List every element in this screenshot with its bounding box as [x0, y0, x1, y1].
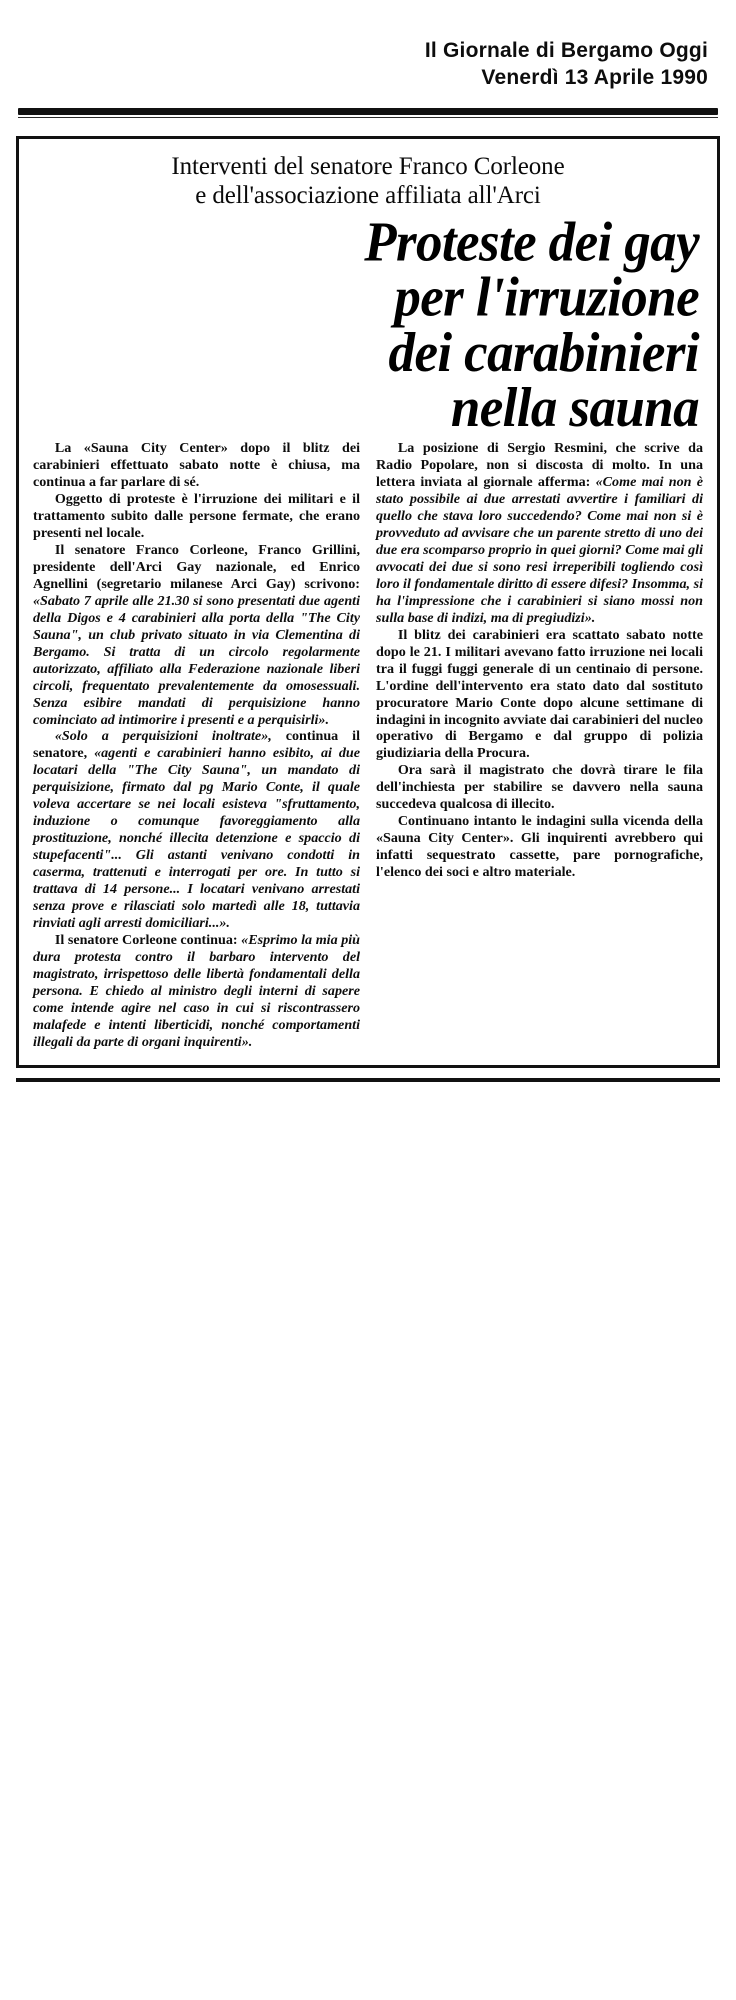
article-kicker: [33, 153, 703, 211]
body-paragraph: [376, 627, 703, 763]
narrative-text: La posizione di Sergio Resmini, che scrive da Radio Popolare, non si discosta di molto. In una lettera inviata al giornale afferma:: [376, 440, 703, 490]
body-paragraph: [33, 491, 360, 542]
narrative-text: Il senatore Franco Corleone, Franco Grillini, presidente dell'Arci Gay nazionale, ed Enrico Agnellini (segretario milanese Arci Gay) scrivono:: [33, 541, 360, 592]
body-paragraph: [33, 932, 360, 1051]
masthead: [0, 0, 736, 92]
narrative-text: Oggetto di proteste è l'irruzione dei militari e il trattamento subito dalle persone fermate, che erano presenti nel locale.: [33, 490, 360, 541]
narrative-text: Il blitz dei carabinieri era scattato sabato notte dopo le 21. I militari avevano fatto irruzione nei locali tra il fuggi fuggi generale di un centinaio di persone. L'ordine dell'intervento era stato dato dal sostituto procuratore Mario Conte dopo alcune settimane di indagini in incognito avviate dai carabinieri del nucleo operativo di Bergamo e dal gruppo di polizia giudiziaria della Procura.: [376, 626, 703, 762]
headline-line-1: Proteste dei gay: [364, 212, 699, 274]
headline-line-3: dei carabinieri: [388, 322, 699, 384]
quoted-text: «Sabato 7 aprile alle 21.30 si sono presentati due agenti della Digos e 4 carabinieri alla porta della "The City Sauna", un club privato situato in via Clementina di Bergamo. Si tratta di un circolo regolarmente autorizzato, affiliato alla Federazione nazionale liberi circoli, frequentato prevalentemente da omosessuali. Senza esibire mandati di perquisizione hanno cominciato ad intimorire i presenti e a perquisirli».: [33, 592, 360, 728]
narrative-text: Continuano intanto le indagini sulla vicenda della «Sauna City Center». Gli inquirenti avrebbero qui infatti sequestrato cassette, pare pornografiche, l'elenco dei soci e altro materiale.: [376, 813, 703, 881]
narrative-text: Ora sarà il magistrato che dovrà tirare le fila dell'inchiesta per stabilire se davvero nella sauna succedeva qualcosa di illecito.: [376, 762, 703, 813]
masthead-divider-thin: [18, 117, 718, 118]
headline-line-4: nella sauna: [450, 377, 699, 439]
narrative-text: Il senatore Corleone continua:: [54, 932, 242, 949]
body-paragraph: [376, 813, 703, 881]
quoted-text: «agenti e carabinieri hanno esibito, ai due locatari della "The City Sauna", un mandato di perquisizione, firmato dal pg Mario Conte, il quale voleva accertare se nei locali esisteva "sfruttamento, induzione o comunque favoreggiamento alla prostituzione, nonché illecita detenzione e spaccio di stupefacenti"... Gli astanti venivano condotti in caserma, trattenuti e interrogati per ore. In tutto si trattava di 14 persone... I locatari venivano arrestati senza prove e rilasciati solo martedì alle 18, tuttavia rinviati agli arresti domiciliari...».: [33, 745, 360, 932]
body-column-right: [376, 440, 703, 1051]
publication-date: Venerdì 13 Aprile 1990: [481, 65, 708, 89]
narrative-text: La «Sauna City Center» dopo il blitz dei carabinieri effettuato sabato notte è chiusa, ma continua a far parlare di sé.: [33, 440, 360, 490]
quoted-text: «Come mai non è stato possibile ai due arrestati avvertire i familiari di quello che stava loro succedendo? Come mai non si è provveduto ad avvisare che un parente stretto di uno dei due era scomparso proprio in quei giorni? Come mai gli avvocati dei due si sono resi irreperibili togliendo così loro il fondamentale diritto di essere difesi? Insomma, si ha l'impressione che i carabinieri si siano mossi non sulla base di indizi, ma di pregiudizi».: [376, 473, 703, 626]
publication-title: Il Giornale di Bergamo Oggi: [424, 39, 708, 62]
masthead-divider: [18, 108, 718, 115]
body-column-left: [33, 440, 360, 1051]
article-body: [33, 440, 703, 1051]
article-container: [16, 136, 720, 1068]
body-paragraph: [376, 440, 703, 627]
narrative-text: continua il senatore,: [33, 728, 360, 762]
article-bottom-divider: [16, 1078, 720, 1082]
body-paragraph: [33, 542, 360, 729]
quoted-text: «Solo a perquisizioni inoltrate»,: [54, 728, 286, 745]
headline-line-2: per l'irruzione: [394, 267, 699, 329]
kicker-line-1: Interventi del senatore Franco Corleone: [171, 152, 565, 180]
kicker-line-2: e dell'associazione affiliata all'Arci: [195, 181, 541, 209]
body-paragraph: [33, 728, 360, 932]
article-headline: [33, 212, 699, 439]
quoted-text: «Esprimo la mia più dura protesta contro il barbaro intervento del magistrato, irrispettoso delle libertà fondamentali della persona. E chiedo al ministro degli interni di sapere come intende agire nel caso in cui si riscontrassero malafede e intenti liberticidi, nonché comportamenti illegali da parte di organi inquirenti».: [33, 932, 361, 1050]
body-paragraph: [376, 762, 703, 813]
body-paragraph: [33, 440, 360, 491]
